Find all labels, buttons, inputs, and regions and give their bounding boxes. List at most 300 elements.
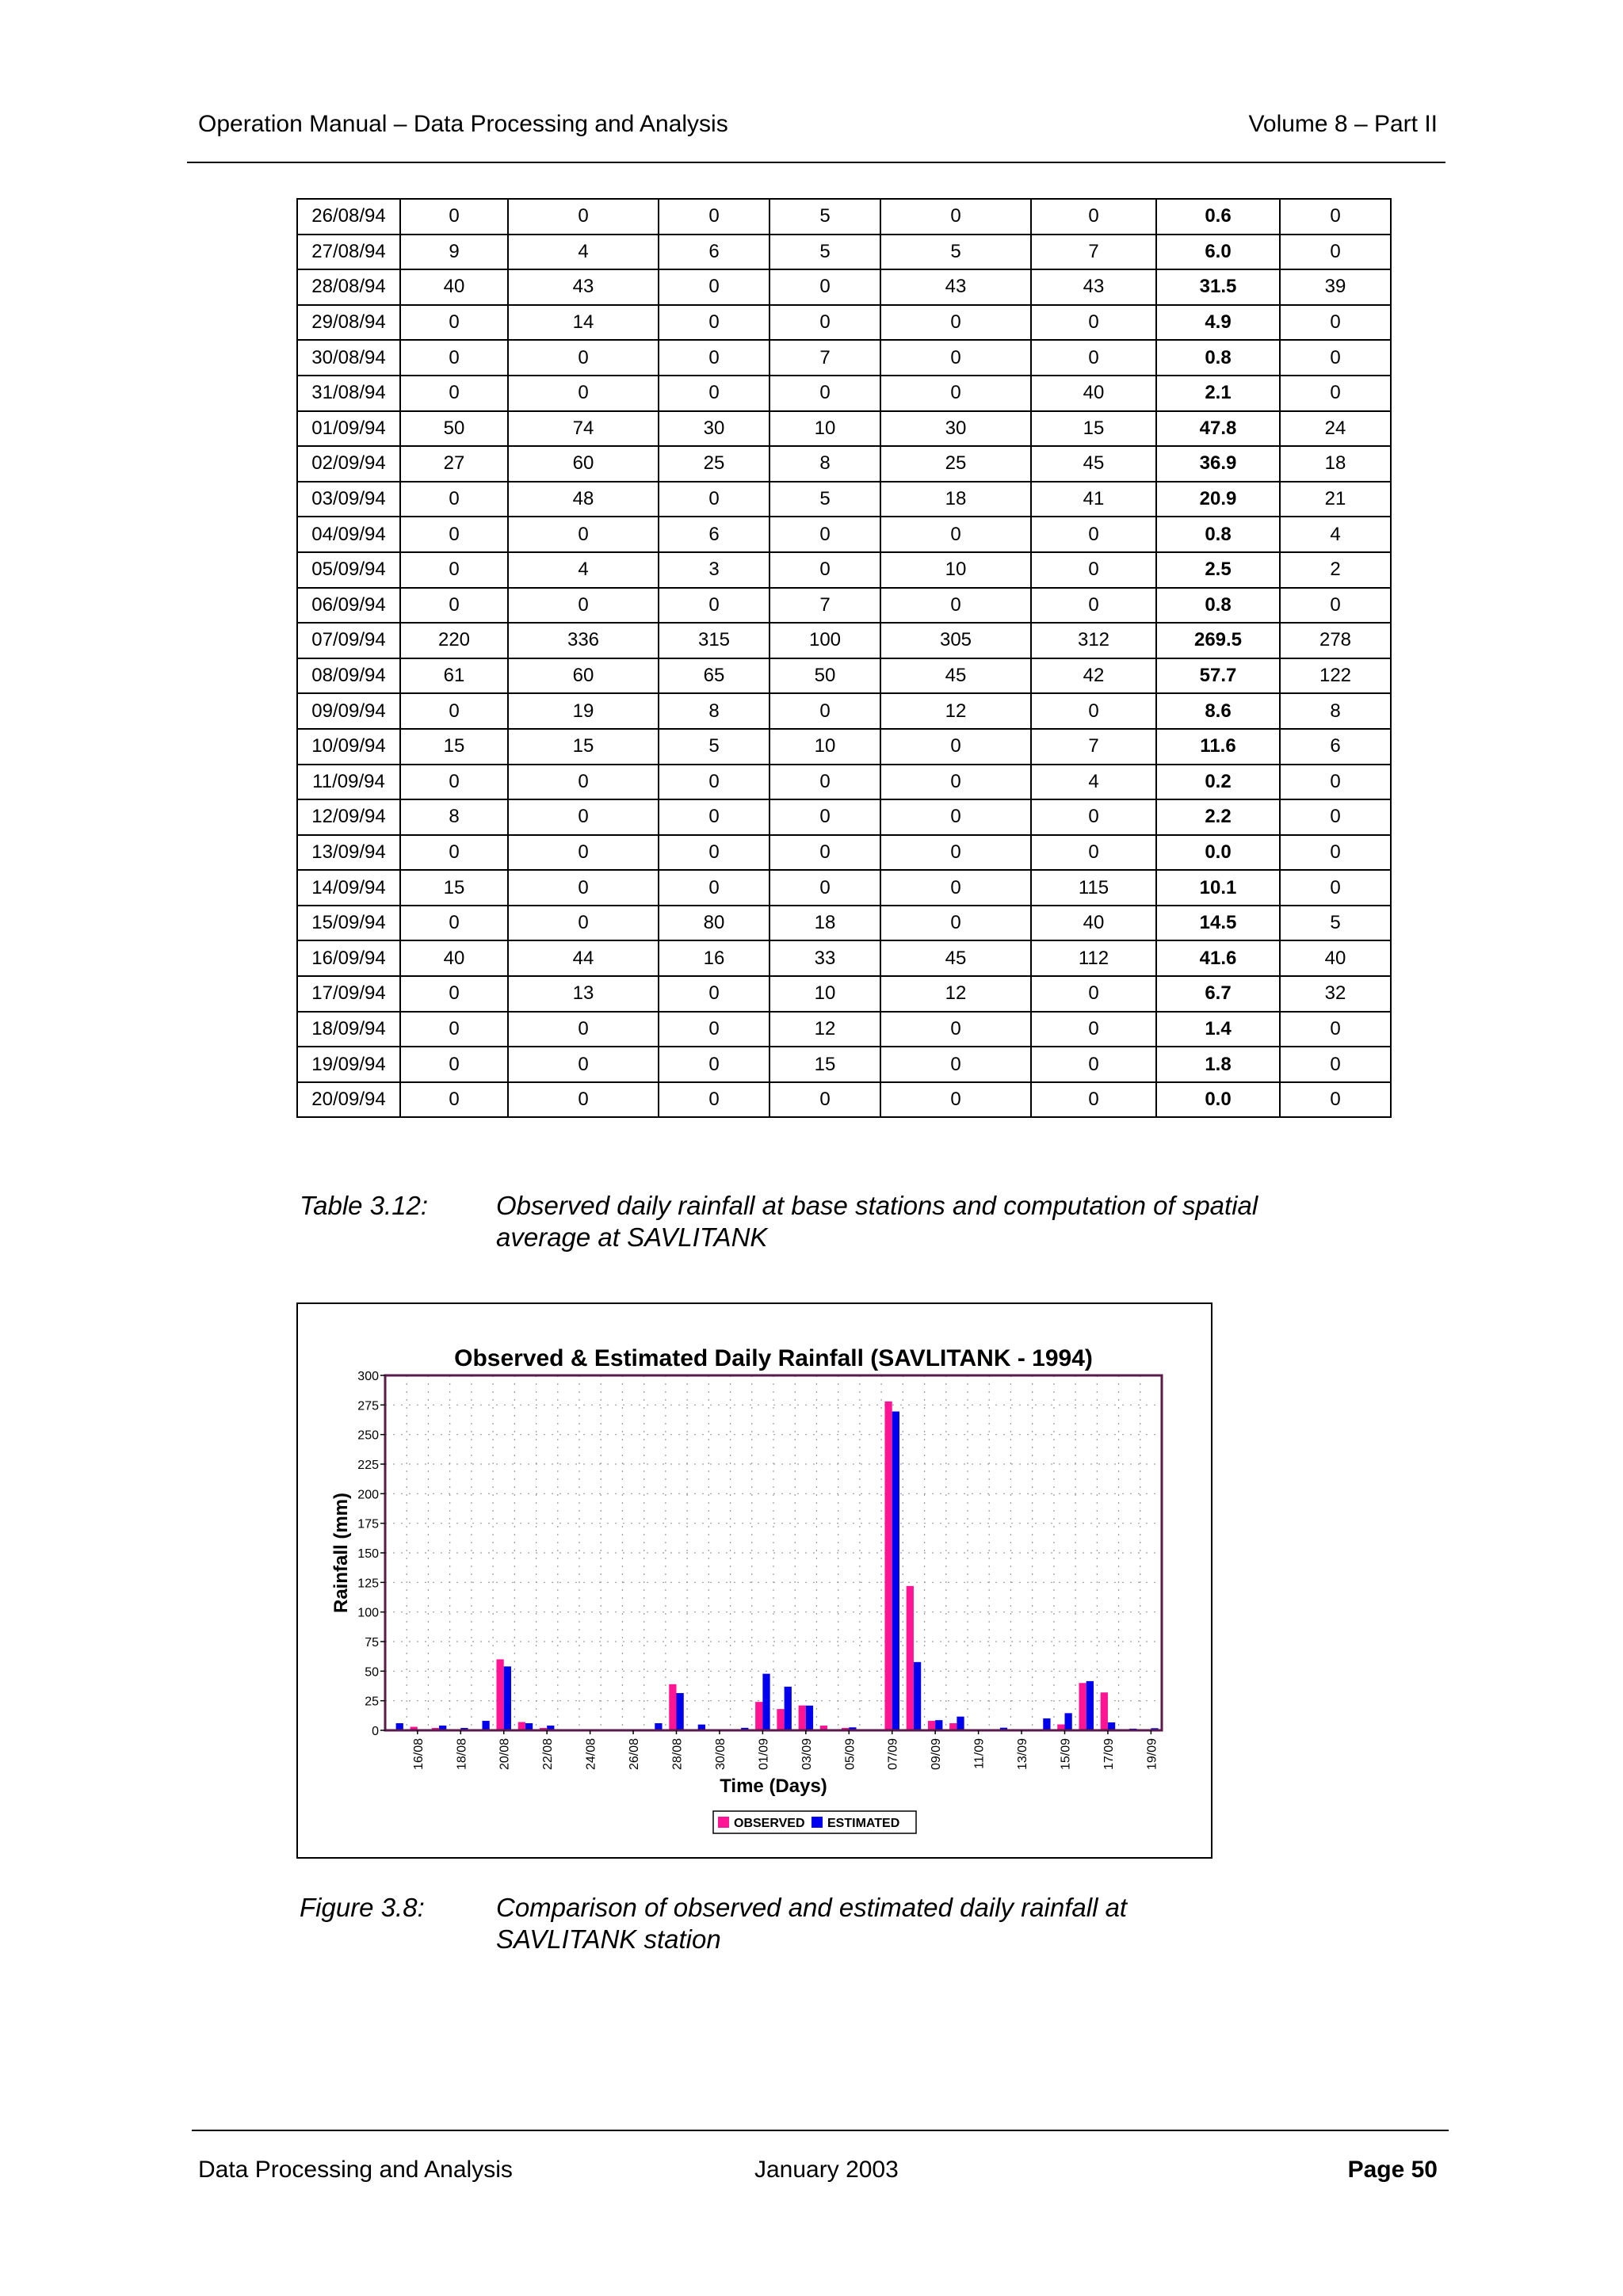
table-cell: 0: [1280, 835, 1391, 871]
rainfall-table: [296, 198, 1392, 1118]
table-cell: 15: [400, 729, 508, 765]
table-cell: 80: [659, 906, 769, 941]
date-cell: 09/09/94: [297, 693, 400, 729]
average-cell: 6.0: [1156, 235, 1280, 270]
estimated-bar: [1086, 1681, 1094, 1730]
observed-bar: [777, 1709, 784, 1730]
table-cell: 0: [508, 376, 659, 411]
table-cell: 0: [508, 765, 659, 800]
average-cell: 10.1: [1156, 870, 1280, 906]
table-cell: 40: [1031, 376, 1156, 411]
table-cell: 3: [659, 552, 769, 588]
table-cell: 0: [1280, 765, 1391, 800]
table-cell: 6: [659, 517, 769, 552]
table-cell: 40: [1280, 940, 1391, 976]
table-cell: 0: [400, 199, 508, 235]
table-cell: 0: [880, 305, 1031, 341]
table-cell: 18: [880, 482, 1031, 517]
table-cell: 0: [659, 305, 769, 341]
table-cell: 4: [1031, 765, 1156, 800]
x-tick-label: 20/08: [498, 1738, 512, 1771]
table-cell: 15: [508, 729, 659, 765]
table-cell: 115: [1031, 870, 1156, 906]
estimated-bar: [1043, 1718, 1050, 1730]
table-cell: 0: [880, 906, 1031, 941]
table-cell: 0: [400, 482, 508, 517]
table-cell: 0: [508, 906, 659, 941]
date-cell: 19/09/94: [297, 1047, 400, 1082]
average-cell: 36.9: [1156, 446, 1280, 482]
table-cell: 0: [400, 1047, 508, 1082]
estimated-bar: [1065, 1713, 1072, 1730]
table-cell: 4: [508, 552, 659, 588]
table-cell: 45: [880, 658, 1031, 694]
table-cell: 0: [400, 305, 508, 341]
x-tick-label: 13/09: [1016, 1738, 1030, 1771]
observed-bar: [799, 1706, 806, 1730]
table-cell: 61: [400, 658, 508, 694]
table-cell: 0: [400, 588, 508, 624]
figure-caption-line1: Comparison of observed and estimated daily rainfall at: [496, 1893, 1128, 1922]
table-cell: 0: [400, 835, 508, 871]
x-tick-label: 16/08: [411, 1738, 426, 1771]
table-cell: 0: [1280, 235, 1391, 270]
table-cell: 0: [1031, 1082, 1156, 1118]
table-cell: 112: [1031, 940, 1156, 976]
table-cell: 45: [880, 940, 1031, 976]
table-cell: 0: [1280, 799, 1391, 835]
observed-bar: [907, 1586, 914, 1730]
table-cell: 0: [880, 588, 1031, 624]
date-cell: 15/09/94: [297, 906, 400, 941]
table-cell: 0: [1280, 340, 1391, 376]
table-row: [297, 835, 1391, 871]
table-cell: 7: [1031, 235, 1156, 270]
table-caption-line1: Observed daily rainfall at base stations and computation of spatial: [496, 1191, 1258, 1220]
table-cell: 0: [880, 1082, 1031, 1118]
y-tick-label: 250: [357, 1428, 379, 1443]
table-cell: 5: [769, 235, 880, 270]
date-cell: 13/09/94: [297, 835, 400, 871]
date-cell: 17/09/94: [297, 976, 400, 1012]
average-cell: 0.8: [1156, 340, 1280, 376]
table-cell: 0: [880, 517, 1031, 552]
table-row: [297, 376, 1391, 411]
average-cell: 57.7: [1156, 658, 1280, 694]
estimated-bar: [892, 1412, 899, 1730]
table-cell: 0: [880, 765, 1031, 800]
table-cell: 25: [880, 446, 1031, 482]
table-cell: 10: [769, 411, 880, 447]
table-cell: 0: [508, 340, 659, 376]
observed-bar: [1079, 1683, 1086, 1730]
table-cell: 0: [1280, 870, 1391, 906]
table-cell: 15: [1031, 411, 1156, 447]
table-caption-line2: average at SAVLITANK: [496, 1222, 768, 1252]
x-tick-label: 30/08: [713, 1738, 727, 1771]
average-cell: 6.7: [1156, 976, 1280, 1012]
table-cell: 8: [1280, 693, 1391, 729]
table-cell: 0: [1031, 340, 1156, 376]
x-tick-label: 22/08: [541, 1738, 556, 1771]
date-cell: 02/09/94: [297, 446, 400, 482]
table-cell: 41: [1031, 482, 1156, 517]
estimated-bar: [957, 1717, 964, 1730]
table-cell: 65: [659, 658, 769, 694]
table-cell: 0: [659, 765, 769, 800]
table-cell: 0: [769, 1082, 880, 1118]
table-cell: 0: [1031, 1012, 1156, 1047]
table-cell: 0: [400, 376, 508, 411]
legend-swatch-estimated: [812, 1817, 823, 1828]
average-cell: 47.8: [1156, 411, 1280, 447]
table-cell: 0: [659, 482, 769, 517]
table-row: [297, 1012, 1391, 1047]
table-cell: 33: [769, 940, 880, 976]
table-cell: 336: [508, 623, 659, 658]
table-cell: 12: [880, 976, 1031, 1012]
table-cell: 0: [769, 305, 880, 341]
estimated-bar: [504, 1666, 511, 1730]
table-cell: 24: [1280, 411, 1391, 447]
legend-label-observed: OBSERVED: [734, 1817, 805, 1830]
table-cell: 50: [769, 658, 880, 694]
table-row: [297, 1047, 1391, 1082]
x-tick-label: 01/09: [757, 1738, 771, 1771]
average-cell: 1.8: [1156, 1047, 1280, 1082]
date-cell: 12/09/94: [297, 799, 400, 835]
date-cell: 11/09/94: [297, 765, 400, 800]
table-cell: 0: [880, 870, 1031, 906]
table-cell: 0: [1031, 799, 1156, 835]
table-cell: 0: [1280, 1012, 1391, 1047]
y-tick-label: 125: [357, 1577, 379, 1591]
table-cell: 0: [769, 765, 880, 800]
table-row: [297, 870, 1391, 906]
table-cell: 0: [880, 1047, 1031, 1082]
table-cell: 39: [1280, 269, 1391, 305]
date-cell: 14/09/94: [297, 870, 400, 906]
date-cell: 05/09/94: [297, 552, 400, 588]
observed-bar: [496, 1659, 503, 1730]
table-cell: 0: [400, 906, 508, 941]
table-row: [297, 235, 1391, 270]
table-cell: 0: [1031, 1047, 1156, 1082]
table-cell: 0: [880, 376, 1031, 411]
table-cell: 0: [769, 269, 880, 305]
table-row: [297, 446, 1391, 482]
table-cell: 0: [1280, 1047, 1391, 1082]
table-cell: 0: [400, 517, 508, 552]
estimated-bar: [785, 1687, 792, 1730]
estimated-bar: [914, 1662, 921, 1730]
observed-bar: [755, 1702, 762, 1730]
table-row: [297, 552, 1391, 588]
table-cell: 100: [769, 623, 880, 658]
table-cell: 0: [1280, 1082, 1391, 1118]
table-cell: 7: [769, 588, 880, 624]
date-cell: 30/08/94: [297, 340, 400, 376]
table-cell: 10: [880, 552, 1031, 588]
table-cell: 16: [659, 940, 769, 976]
average-cell: 41.6: [1156, 940, 1280, 976]
table-cell: 12: [880, 693, 1031, 729]
table-cell: 0: [508, 1047, 659, 1082]
x-tick-label: 26/08: [628, 1738, 642, 1771]
table-cell: 13: [508, 976, 659, 1012]
table-cell: 0: [508, 588, 659, 624]
y-tick-label: 275: [357, 1399, 379, 1413]
table-cell: 27: [400, 446, 508, 482]
table-cell: 7: [1031, 729, 1156, 765]
table-cell: 0: [400, 552, 508, 588]
table-row: [297, 482, 1391, 517]
observed-bar: [518, 1722, 525, 1730]
chart-frame: [296, 1302, 1212, 1859]
table-row: [297, 517, 1391, 552]
table-cell: 0: [659, 1012, 769, 1047]
table-cell: 0: [400, 1012, 508, 1047]
date-cell: 29/08/94: [297, 305, 400, 341]
table-cell: 0: [400, 976, 508, 1012]
table-cell: 0: [659, 1047, 769, 1082]
x-tick-label: 18/08: [455, 1738, 469, 1771]
chart-title: Observed & Estimated Daily Rainfall (SAVLITANK - 1994): [454, 1345, 1093, 1371]
date-cell: 18/09/94: [297, 1012, 400, 1047]
table-cell: 0: [400, 340, 508, 376]
table-cell: 14: [508, 305, 659, 341]
table-cell: 0: [1031, 976, 1156, 1012]
table-cell: 6: [659, 235, 769, 270]
table-cell: 122: [1280, 658, 1391, 694]
table-cell: 32: [1280, 976, 1391, 1012]
table-row: [297, 340, 1391, 376]
table-cell: 0: [508, 1082, 659, 1118]
table-cell: 45: [1031, 446, 1156, 482]
y-tick-label: 150: [357, 1547, 379, 1561]
table-cell: 0: [880, 835, 1031, 871]
average-cell: 0.0: [1156, 835, 1280, 871]
x-tick-label: 17/09: [1102, 1738, 1116, 1771]
table-cell: 50: [400, 411, 508, 447]
table-cell: 40: [400, 940, 508, 976]
table-cell: 42: [1031, 658, 1156, 694]
average-cell: 2.2: [1156, 799, 1280, 835]
footer-left: Data Processing and Analysis: [198, 2157, 513, 2183]
x-tick-label: 19/09: [1145, 1738, 1159, 1771]
date-cell: 04/09/94: [297, 517, 400, 552]
average-cell: 11.6: [1156, 729, 1280, 765]
table-cell: 60: [508, 658, 659, 694]
table-cell: 0: [1031, 552, 1156, 588]
table-cell: 0: [1031, 305, 1156, 341]
table-cell: 18: [1280, 446, 1391, 482]
table-cell: 5: [1280, 906, 1391, 941]
table-cell: 25: [659, 446, 769, 482]
date-cell: 08/09/94: [297, 658, 400, 694]
y-tick-label: 0: [372, 1725, 379, 1738]
average-cell: 1.4: [1156, 1012, 1280, 1047]
estimated-bar: [483, 1721, 490, 1730]
table-cell: 0: [1280, 305, 1391, 341]
table-cell: 0: [1280, 199, 1391, 235]
table-row: [297, 269, 1391, 305]
table-cell: 0: [659, 835, 769, 871]
y-tick-label: 225: [357, 1459, 379, 1472]
table-cell: 0: [508, 199, 659, 235]
table-cell: 7: [769, 340, 880, 376]
date-cell: 31/08/94: [297, 376, 400, 411]
table-cell: 0: [659, 799, 769, 835]
table-cell: 0: [769, 835, 880, 871]
table-row: [297, 765, 1391, 800]
table-cell: 220: [400, 623, 508, 658]
table-cell: 5: [769, 199, 880, 235]
table-cell: 10: [769, 729, 880, 765]
table-row: [297, 305, 1391, 341]
rainfall-bar-chart: [298, 1304, 1211, 1857]
table-cell: 305: [880, 623, 1031, 658]
table-cell: 74: [508, 411, 659, 447]
average-cell: 0.8: [1156, 517, 1280, 552]
date-cell: 01/09/94: [297, 411, 400, 447]
legend-swatch-observed: [718, 1817, 729, 1828]
table-cell: 0: [769, 799, 880, 835]
table-cell: 0: [880, 199, 1031, 235]
x-tick-label: 07/09: [886, 1738, 900, 1771]
date-cell: 07/09/94: [297, 623, 400, 658]
date-cell: 28/08/94: [297, 269, 400, 305]
table-row: [297, 658, 1391, 694]
table-cell: 0: [880, 799, 1031, 835]
date-cell: 03/09/94: [297, 482, 400, 517]
x-axis-label: Time (Days): [720, 1775, 827, 1797]
y-tick-label: 50: [365, 1665, 379, 1680]
header-title: Operation Manual – Data Processing and Analysis: [198, 111, 728, 137]
table-cell: 48: [508, 482, 659, 517]
table-row: [297, 906, 1391, 941]
figure-caption-line2: SAVLITANK station: [496, 1924, 721, 1954]
table-row: [297, 729, 1391, 765]
table-cell: 0: [880, 729, 1031, 765]
x-tick-label: 09/09: [930, 1738, 944, 1771]
table-cell: 9: [400, 235, 508, 270]
table-cell: 4: [508, 235, 659, 270]
x-tick-label: 28/08: [670, 1738, 685, 1771]
date-cell: 16/09/94: [297, 940, 400, 976]
table-row: [297, 940, 1391, 976]
figure-caption-label: Figure 3.8:: [300, 1893, 425, 1922]
table-cell: 0: [400, 693, 508, 729]
table-cell: 15: [400, 870, 508, 906]
table-cell: 0: [1280, 588, 1391, 624]
table-cell: 0: [508, 835, 659, 871]
table-cell: 0: [880, 340, 1031, 376]
table-cell: 0: [659, 199, 769, 235]
y-axis-label: Rainfall (mm): [330, 1492, 352, 1614]
table-cell: 5: [769, 482, 880, 517]
footer-rule: [192, 2130, 1449, 2131]
y-tick-label: 75: [365, 1636, 379, 1650]
table-caption-label: Table 3.12:: [300, 1191, 429, 1220]
table-cell: 43: [1031, 269, 1156, 305]
x-tick-label: 03/09: [800, 1738, 814, 1771]
table-cell: 43: [508, 269, 659, 305]
date-cell: 10/09/94: [297, 729, 400, 765]
table-cell: 60: [508, 446, 659, 482]
table-cell: 0: [1031, 517, 1156, 552]
table-cell: 18: [769, 906, 880, 941]
table-row: [297, 411, 1391, 447]
table-cell: 0: [508, 799, 659, 835]
table-cell: 315: [659, 623, 769, 658]
table-cell: 0: [659, 976, 769, 1012]
table-cell: 43: [880, 269, 1031, 305]
y-tick-label: 300: [357, 1370, 379, 1383]
table-cell: 0: [769, 552, 880, 588]
table-cell: 12: [769, 1012, 880, 1047]
table-cell: 30: [659, 411, 769, 447]
table-cell: 0: [659, 870, 769, 906]
table-cell: 0: [659, 376, 769, 411]
observed-bar: [928, 1721, 935, 1730]
x-tick-label: 15/09: [1059, 1738, 1073, 1771]
table-cell: 5: [880, 235, 1031, 270]
table-row: [297, 693, 1391, 729]
estimated-bar: [1108, 1722, 1115, 1730]
table-cell: 0: [769, 517, 880, 552]
date-cell: 20/09/94: [297, 1082, 400, 1118]
y-tick-label: 100: [357, 1606, 379, 1620]
table-cell: 40: [400, 269, 508, 305]
y-tick-label: 25: [365, 1695, 379, 1709]
estimated-bar: [762, 1674, 769, 1730]
table-cell: 8: [659, 693, 769, 729]
table-cell: 19: [508, 693, 659, 729]
table-row: [297, 588, 1391, 624]
table-cell: 0: [508, 870, 659, 906]
observed-bar: [669, 1684, 676, 1730]
table-cell: 0: [659, 1082, 769, 1118]
table-cell: 21: [1280, 482, 1391, 517]
table-cell: 15: [769, 1047, 880, 1082]
table-cell: 8: [400, 799, 508, 835]
average-cell: 0.0: [1156, 1082, 1280, 1118]
table-cell: 0: [400, 1082, 508, 1118]
table-cell: 0: [659, 588, 769, 624]
table-cell: 0: [1280, 376, 1391, 411]
table-cell: 0: [508, 517, 659, 552]
table-cell: 0: [508, 1012, 659, 1047]
table-cell: 30: [880, 411, 1031, 447]
observed-bar: [884, 1402, 892, 1730]
average-cell: 31.5: [1156, 269, 1280, 305]
y-tick-label: 200: [357, 1488, 379, 1502]
table-cell: 10: [769, 976, 880, 1012]
table-cell: 312: [1031, 623, 1156, 658]
average-cell: 0.6: [1156, 199, 1280, 235]
average-cell: 2.1: [1156, 376, 1280, 411]
footer-page-number: Page 50: [1347, 2157, 1438, 2183]
table-row: [297, 799, 1391, 835]
table-cell: 40: [1031, 906, 1156, 941]
average-cell: 269.5: [1156, 623, 1280, 658]
table-cell: 278: [1280, 623, 1391, 658]
table-cell: 5: [659, 729, 769, 765]
table-cell: 8: [769, 446, 880, 482]
observed-bar: [1101, 1692, 1108, 1730]
table-cell: 0: [880, 1012, 1031, 1047]
